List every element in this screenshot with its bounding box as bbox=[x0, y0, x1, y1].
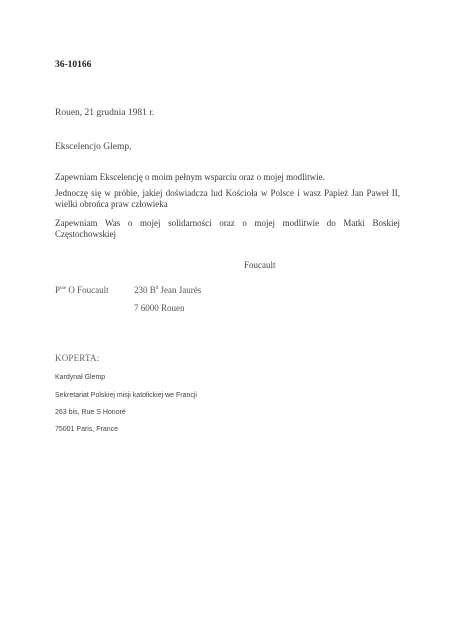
document-reference: 36-10166 bbox=[55, 60, 92, 70]
sender-city: 7 6000 Rouen bbox=[134, 303, 185, 313]
letter-paragraph-2: Jednoczę się w próbie, jakiej doświadcza lud Kościoła w Polsce i wasz Papież Jan Paweł II, wielki obrońca praw człowieka bbox=[55, 188, 400, 209]
envelope-heading: KOPERTA: bbox=[55, 353, 100, 363]
salutation: Ekscelencjo Glemp, bbox=[55, 142, 132, 152]
letter-paragraph-1: Zapewniam Ekscelencję o moim pełnym wsparciu oraz o mojej modlitwie. bbox=[55, 172, 325, 182]
signature: Foucault bbox=[244, 260, 276, 270]
letter-paragraph-3: Zapewniam Was o mojej solidarności oraz o mojej modlitwie do Matki Boskiej Częstochowskiej bbox=[55, 218, 400, 239]
envelope-line: Sekretariat Polskiej misji katolickiej we Francji bbox=[55, 392, 197, 399]
envelope-line: Kardynał Glemp bbox=[55, 374, 106, 381]
envelope-line: 263 bis, Rue S Honoré bbox=[55, 409, 126, 416]
date-line: Rouen, 21 grudnia 1981 r. bbox=[55, 108, 155, 118]
sender-street: 230 $B^d$ Jean Jaurès bbox=[134, 285, 202, 295]
envelope-line: 75001 Paris, France bbox=[55, 426, 119, 433]
sender-name: $P^{sse}$ O Foucault bbox=[55, 285, 109, 295]
